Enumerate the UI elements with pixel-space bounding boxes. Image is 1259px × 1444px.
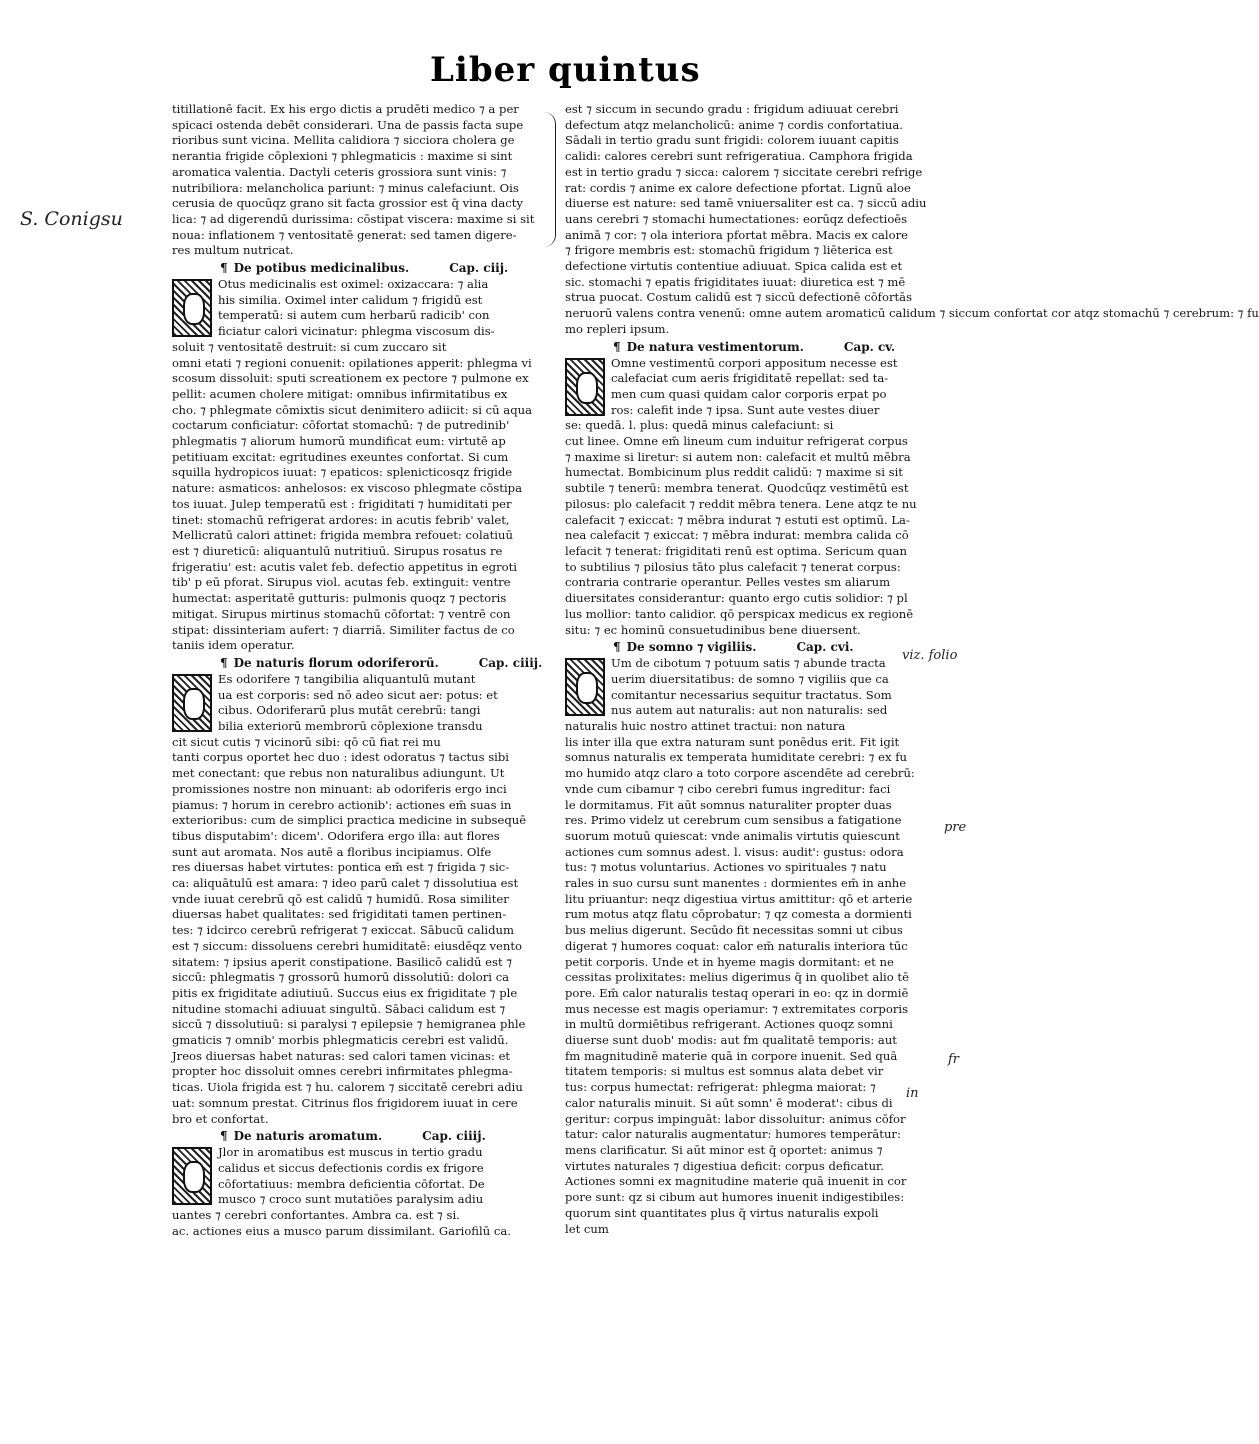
chapter-text <box>172 277 550 654</box>
text-line: lus mollior: tanto calidior. qō perspicax medicus ex regionē <box>565 606 914 621</box>
chapter-text <box>565 356 943 639</box>
left-column <box>172 102 550 1240</box>
text-line: subtile ⁊ tenerū: membra tenerat. Quodcūqz vestimētū est <box>565 481 909 496</box>
text-line: pitis ex frigiditate adiutiuū. Succus eius ex frigiditate ⁊ ple <box>172 985 518 1000</box>
text-line: musco ⁊ croco sunt mutatiōes paralysim adiu <box>218 1192 484 1207</box>
text-line: sunt aut aromata. Nos autē a floribus incipiamus. Olfe <box>172 844 492 859</box>
text-line: defectione virtutis contentiue adiuuat. Spica calida est et <box>565 259 903 274</box>
text-line: est ⁊ siccum in secundo gradu : frigidum adiuuat cerebri <box>565 102 899 116</box>
text-line: uans cerebri ⁊ stomachi humectationes: eorūqz defectioēs <box>565 211 908 226</box>
text-line: cit sicut cutis ⁊ vicinorū sibi: qō cū fiat rei mu <box>172 734 441 749</box>
text-line: calefaciat cum aeris frigiditatē repellat: sed ta- <box>611 371 889 386</box>
text-line: piamus: ⁊ horum in cerebro actionib': actiones em̄ suas in <box>172 797 512 812</box>
text-line: situ: ⁊ ec hominū consuetudinibus bene diuersent. <box>565 622 861 637</box>
text-line: noua: inflationem ⁊ ventositatē generat: sed tamen digere- <box>172 227 517 242</box>
text-line: diuerse est nature: sed tamē vniuersaliter est ca. ⁊ siccū adiu <box>565 196 927 211</box>
text-line: rat: cordis ⁊ anime ex calore defectione pfortat. Lignū aloe <box>565 180 911 195</box>
text-line: se: quedā. l. plus: quedā minus calefaciunt: si <box>565 418 834 433</box>
chapter-number: Cap. cv. <box>843 339 896 354</box>
text-line: Actiones somni ex magnitudine materie quā inuenit in cor <box>565 1174 907 1189</box>
text-line: nea calefacit ⁊ exiccat: ⁊ mēbra indurat: membra calida cō <box>565 528 909 543</box>
text-line: cibus. Odoriferarū plus mutāt cerebrū: tangi <box>218 703 481 718</box>
chapter-title: De somno ⁊ vigiliis. <box>626 640 757 655</box>
text-line: calefacit ⁊ exiccat: ⁊ mēbra indurat ⁊ estuti est optimū. La- <box>565 512 910 527</box>
text-line: pore. Em̄ calor naturalis testaq operari in eo: qz in dormiē <box>565 985 909 1000</box>
text-line: pellit: acumen cholere mitigat: omnibus infirmitatibus ex <box>172 386 508 401</box>
text-line: ficiatur calori vicinatur: phlegma viscosum dis- <box>218 324 495 339</box>
chapter-title: De potibus medicinalibus. <box>233 261 410 276</box>
text-line: quorum sint quantitates plus q̄ virtus naturalis expoli <box>565 1205 879 1220</box>
text-line: cōfortatiuus: membra deficientia cōfortat. De <box>218 1176 485 1191</box>
text-line: somnus naturalis ex temperata humiditate cerebri: ⁊ ex fu <box>565 750 907 765</box>
text-line: let cum <box>565 1221 609 1236</box>
text-line: calor naturalis minuit. Si aūt somn' ē moderat': cibus di <box>565 1095 893 1110</box>
paragraph-mark-icon: ¶ <box>220 655 228 670</box>
text-line: taniis idem operatur. <box>172 638 295 653</box>
text-line: vnde cum cibamur ⁊ cibo cerebri fumus ingreditur: faci <box>565 781 891 796</box>
text-line: sic. stomachi ⁊ epatis frigiditates iuuat: diuretica est ⁊ mē <box>565 274 906 289</box>
text-line: le dormitamus. Fit aūt somnus naturaliter propter duas <box>565 797 892 812</box>
text-line: ua est corporis: sed nō adeo sicut aer: potus: et <box>218 687 498 702</box>
annotation: viz. folio <box>902 648 958 663</box>
text-line: bro et confortat. <box>172 1111 269 1126</box>
text-line: lefacit ⁊ tenerat: frigiditati renū est optima. Sericum quan <box>565 543 907 558</box>
text-line: actiones cum somnus adest. l. visus: audit': gustus: odora <box>565 844 904 859</box>
text-line: mus necesse est magis operiamur: ⁊ extremitates corporis <box>565 1001 909 1016</box>
text-line: virtutes naturales ⁊ digestiua deficit: corpus deficatur. <box>565 1158 884 1173</box>
text-line: humectat. Bombicinum plus reddit calidū: ⁊ maxime si sit <box>565 465 903 480</box>
right-intro-paragraph <box>565 102 1259 338</box>
text-line: nus autem aut naturalis: aut non naturalis: sed <box>611 703 888 718</box>
chapter-text <box>565 656 943 1237</box>
text-line: diuersas habet qualitates: sed frigiditati tamen pertinen- <box>172 907 507 922</box>
text-line: siccū ⁊ dissolutiuū: si paralysi ⁊ epilepsie ⁊ hemigranea phle <box>172 1017 526 1032</box>
decorated-initial-icon <box>172 1147 212 1205</box>
text-line: tinet: stomachū refrigerat ardores: in acutis febrib' valet, <box>172 512 510 527</box>
text-line: ⁊ maxime si liretur: si autem non: calefacit et multū mēbra <box>565 449 911 464</box>
text-line: Jlor in aromatibus est muscus in tertio gradu <box>218 1145 483 1160</box>
text-line: petit corporis. Unde et in hyeme magis dormitant: et ne <box>565 954 894 969</box>
chapter-number: Cap. ciiij. <box>422 1129 486 1144</box>
text-line: tanti corpus oportet hec duo : idest odoratus ⁊ tactus sibi <box>172 750 510 765</box>
chapter-text <box>172 1145 550 1239</box>
text-line: propter hoc dissoluit omnes cerebri infirmitates phlegma- <box>172 1064 513 1079</box>
chapter-title: De natura vestimentorum. <box>626 339 804 354</box>
text-line: tus: corpus humectat: refrigerat: phlegma maiorat: ⁊ <box>565 1080 876 1095</box>
chapter-heading <box>565 639 943 655</box>
chapter-number: Cap. ciiij. <box>478 655 543 670</box>
text-line: titillationē facit. Ex his ergo dictis a prudēti medico ⁊ a per <box>172 102 519 116</box>
chapter-heading <box>172 655 550 671</box>
text-line: exterioribus: cum de simplici practica medicine in subsequē <box>172 813 527 828</box>
text-line: sitatem: ⁊ ipsius aperit constipatione. Basilicō calidū est ⁊ <box>172 954 513 969</box>
decorated-initial-icon <box>565 358 605 416</box>
text-line: comitantur necessarius sequitur tractatus. Som <box>611 687 892 702</box>
text-line: petitiuam excitat: egritudines exeuntes confortat. Si cum <box>172 449 509 464</box>
text-line: ros: calefit inde ⁊ ipsa. Sunt aute vestes diuer <box>611 402 880 417</box>
text-line: naturalis huic nostro attinet tractui: non natura <box>565 719 846 734</box>
text-line: res diuersas habet virtutes: pontica em̄ est ⁊ frigida ⁊ sic- <box>172 860 510 875</box>
text-line: nerantia frigide cōplexioni ⁊ phlegmaticis : maxime si sint <box>172 149 513 164</box>
text-line: pilosus: plo calefacit ⁊ reddit mēbra tenera. Lene atqz te nu <box>565 496 917 511</box>
chapter-heading <box>565 339 943 355</box>
text-line: rales in suo cursu sunt manentes : dormientes em̄ in anhe <box>565 876 907 891</box>
text-line: ca: aliquātulū est amara: ⁊ ideo parū calet ⁊ dissolutiua est <box>172 876 519 891</box>
text-line: siccū: phlegmatis ⁊ grossorū humorū dissolutiū: dolori ca <box>172 970 510 985</box>
text-line: ticas. Uiola frigida est ⁊ hu. calorem ⁊ siccitatē cerebri adiu <box>172 1080 523 1095</box>
text-line: cessitas prolixitates: melius digerimus q̄ in quolibet alio tē <box>565 970 909 985</box>
text-line: uerim diuersitatibus: de somno ⁊ vigiliis que ca <box>611 671 889 686</box>
text-line: defectum atqz melancholicū: anime ⁊ cordis confortatiua. <box>565 117 903 132</box>
text-line: titatem temporis: si multus est somnus alata debet vir <box>565 1064 884 1079</box>
text-line: mens clarificatur. Si aūt minor est q̄ oportet: animus ⁊ <box>565 1143 883 1157</box>
text-line: scosum dissoluit: sputi screationem ex pectore ⁊ pulmone ex <box>172 371 529 386</box>
text-line: humectat: asperitatē gutturis: pulmonis quoqz ⁊ pectoris <box>172 591 507 606</box>
text-line: gmaticis ⁊ omnib' morbis phlegmaticis cerebri est validū. <box>172 1033 509 1048</box>
text-line: est ⁊ diureticū: aliquantulū nutritiuū. Sirupus rosatus re <box>172 543 503 558</box>
chapter-body <box>172 672 550 1127</box>
chapter-body <box>565 656 943 1237</box>
text-line: bilia exteriorū membrorū cōplexione transdu <box>218 719 483 734</box>
text-line: calidi: calores cerebri sunt refrigeratiua. Camphora frigida <box>565 149 913 164</box>
text-line: Jreos diuersas habet naturas: sed calori tamen vicinas: et <box>172 1048 511 1063</box>
text-line: squilla hydropicos iuuat: ⁊ epaticos: splenicticosqz frigide <box>172 465 513 480</box>
text-line: mitigat. Sirupus mirtinus stomachū cōfortat: ⁊ ventrē con <box>172 606 511 621</box>
text-line: nutribiliora: melancholica pariunt: ⁊ minus calefaciunt. Ois <box>172 180 519 195</box>
text-line: lis inter illa que extra naturam sunt ponēdus erit. Fit igit <box>565 734 900 749</box>
text-line: bus melius digerunt. Secūdo fit necessitas somni ut cibus <box>565 923 903 938</box>
annotation: in <box>906 1086 919 1101</box>
text-line: strua puocat. Costum calidū est ⁊ siccū defectionē cōfortās <box>565 290 913 305</box>
text-line: mo humido atqz claro a toto corpore ascendēte ad cerebrū: <box>565 766 915 781</box>
text-line: uat: somnum prestat. Citrinus flos frigidorem iuuat in cere <box>172 1095 518 1110</box>
text-line: Mellicratū calori attinet: frigida membra refouet: colatiuū <box>172 528 513 543</box>
text-line: promissiones nostre non minuant: ab odoriferis ergo inci <box>172 781 507 796</box>
text-line: ac. actiones eius a musco parum dissimilant. Gariofilū ca. <box>172 1223 511 1238</box>
text-line: nature: asmaticos: anhelosos: ex viscoso phlegmate cōstipa <box>172 481 523 496</box>
text-line: Um de cibotum ⁊ potuum satis ⁊ abunde tracta <box>611 656 886 671</box>
paragraph-mark-icon: ¶ <box>613 640 621 655</box>
text-line: rioribus sunt vicina. Mellita calidiora ⁊ sicciora cholera ge <box>172 133 515 148</box>
margin-note: S. Conigsu <box>20 208 123 230</box>
text-line: phlegmatis ⁊ aliorum humorū mundificat eum: virtutē ap <box>172 434 506 449</box>
text-line: mo repleri ipsum. <box>565 321 670 336</box>
running-head: Liber quintus <box>430 50 701 90</box>
text-line: temperatū: si autem cum herbarū radicib' con <box>218 308 490 323</box>
chapter-heading <box>172 1128 550 1144</box>
text-line: frigeratiu' est: acutis valet feb. defectio appetitus in egroti <box>172 559 517 574</box>
text-line: cho. ⁊ phlegmate cōmixtis sicut denimitero adiicit: si cū aqua <box>172 402 533 417</box>
text-line: coctarum conficiatur: cōfortat stomachū: ⁊ de putredinib' <box>172 418 510 433</box>
annotation: fr <box>948 1052 960 1067</box>
text-line: Sādali in tertio gradu sunt frigidi: colorem iuuant capitis <box>565 133 899 148</box>
text-line: cut linee. Omne em̄ lineum cum induitur refrigerat corpus <box>565 434 908 449</box>
decorated-initial-icon <box>565 658 605 716</box>
text-line: est in tertio gradu ⁊ sicca: calorem ⁊ siccitate cerebri refrige <box>565 164 923 179</box>
text-line: Es odorifere ⁊ tangibilia aliquantulū mutant <box>218 671 476 686</box>
text-line: vnde iuuat cerebrū qō est calidū ⁊ humidū. Rosa similiter <box>172 891 509 906</box>
chapter-title: De naturis florum odoriferorū. <box>233 655 439 670</box>
text-line: res. Primo videlz ut cerebrum cum sensibus a fatigatione <box>565 813 902 828</box>
text-line: men cum quasi quidam calor corporis erpat po <box>611 386 887 401</box>
text-line: met conectant: que rebus non naturalibus adiungunt. Ut <box>172 766 505 781</box>
left-intro-paragraph <box>172 102 550 259</box>
text-line: to subtilius ⁊ pilosius tāto plus calefacit ⁊ tenerat corpus: <box>565 559 901 574</box>
text-line: digerat ⁊ humores coquat: calor em̄ naturalis interiora tūc <box>565 938 908 953</box>
text-line: tibus disputabim': dicem'. Odorifera ergo illa: aut flores <box>172 828 500 843</box>
text-line: tib' p eū pforat. Sirupus viol. acutas feb. extinguit: ventre <box>172 575 511 590</box>
chapter-heading <box>172 260 550 276</box>
text-line: tatur: calor naturalis augmentatur: humores temperātur: <box>565 1127 901 1142</box>
text-line: tes: ⁊ idcirco cerebrū refrigerat ⁊ exiccat. Sābucū calidum <box>172 923 515 938</box>
text-line: soluit ⁊ ventositatē destruit: si cum zuccaro sit <box>172 339 447 354</box>
text-line: lica: ⁊ ad digerendū durissima: cōstipat viscera: maxime si sit <box>172 211 535 226</box>
chapter-body <box>172 277 550 654</box>
text-line: his similia. Oximel inter calidum ⁊ frigidū est <box>218 292 483 307</box>
chapter-body <box>172 1145 550 1239</box>
text-line: animā ⁊ cor: ⁊ ola interiora pfortat mēbra. Macis ex calore <box>565 227 908 242</box>
decorated-initial-icon <box>172 674 212 732</box>
text-line: diuerse sunt duob' modis: aut fm qualitatē temporis: aut <box>565 1033 897 1048</box>
chapter-body <box>565 356 943 639</box>
text-line: litu priuantur: neqz digestiua virtus amittitur: qō et arterie <box>565 891 913 906</box>
text-line: stipat: dissinteriam aufert: ⁊ diarriā. Similiter factus de co <box>172 622 515 637</box>
text-line: omni etati ⁊ regioni conuenit: opilationes apperit: phlegma vi <box>172 355 532 370</box>
text-line: geritur: corpus impinguāt: labor dissoluitur: animus cōfor <box>565 1111 906 1126</box>
text-line: tos iuuat. Julep temperatū est : frigiditati ⁊ humiditati per <box>172 496 512 511</box>
annotation: pre <box>944 820 967 835</box>
paragraph-mark-icon: ¶ <box>220 1129 228 1144</box>
text-line: pore sunt: qz si cibum aut humores inuenit indigestibiles: <box>565 1190 905 1205</box>
text-line: res multum nutricat. <box>172 243 294 258</box>
paragraph-mark-icon: ¶ <box>220 261 228 276</box>
text-line: fm magnitudinē materie quā in corpore inuenit. Sed quā <box>565 1048 898 1063</box>
chapter-number: Cap. ciij. <box>449 261 509 276</box>
text-line: ⁊ frigore membris est: stomachū frigidum ⁊ liēterica est <box>565 243 893 258</box>
text-line: diuersitates considerantur: quanto ergo cutis solidior: ⁊ pl <box>565 591 908 606</box>
chapter-title: De naturis aromatum. <box>233 1129 383 1144</box>
text-line: in multū dormiētibus refrigerant. Actiones quoqz somni <box>565 1017 893 1032</box>
decorated-initial-icon <box>172 279 212 337</box>
text-line: aromatica valentia. Dactyli ceteris grossiora sunt vinis: ⁊ <box>172 164 507 179</box>
text-line: cerusia de quocūqz grano sit facta grossior est q̄ vina dacty <box>172 196 523 211</box>
text-line: calidus et siccus defectionis cordis ex frigore <box>218 1161 484 1175</box>
text-line: spicaci ostenda debēt considerari. Una de passis facta supe <box>172 117 524 132</box>
chapter-text <box>172 672 550 1127</box>
text-line: uantes ⁊ cerebri confortantes. Ambra ca. est ⁊ si. <box>172 1208 460 1223</box>
text-line: tus: ⁊ motus voluntarius. Actiones vo spirituales ⁊ natu <box>565 860 887 875</box>
text-line: suorum motuū quiescat: vnde animalis virtutis quiescunt <box>565 828 900 843</box>
text-line: Omne vestimentū corpori appositum necesse est <box>611 355 898 370</box>
chapter-number: Cap. cvi. <box>796 640 854 655</box>
text-line: contraria contrarie operantur. Pelles vestes sm aliarum <box>565 575 891 590</box>
paragraph-mark-icon: ¶ <box>613 339 621 354</box>
text-line: nitudine stomachi adiuuat singultū. Sābaci calidum est ⁊ <box>172 1001 506 1016</box>
text-line: est ⁊ siccum: dissoluens cerebri humiditatē: eiusdēqz vento <box>172 938 523 953</box>
text-line: neruorū valens contra venenū: omne autem aromaticū calidum ⁊ siccum confortat cor atqz stomachū ⁊ cerebrum: ⁊ fu <box>565 306 1259 321</box>
text-line: Otus medicinalis est oximel: oxizaccara: ⁊ alia <box>218 277 489 292</box>
text-line: rum motus atqz flatu cōprobatur: ⁊ qz comesta a dormienti <box>565 907 912 922</box>
